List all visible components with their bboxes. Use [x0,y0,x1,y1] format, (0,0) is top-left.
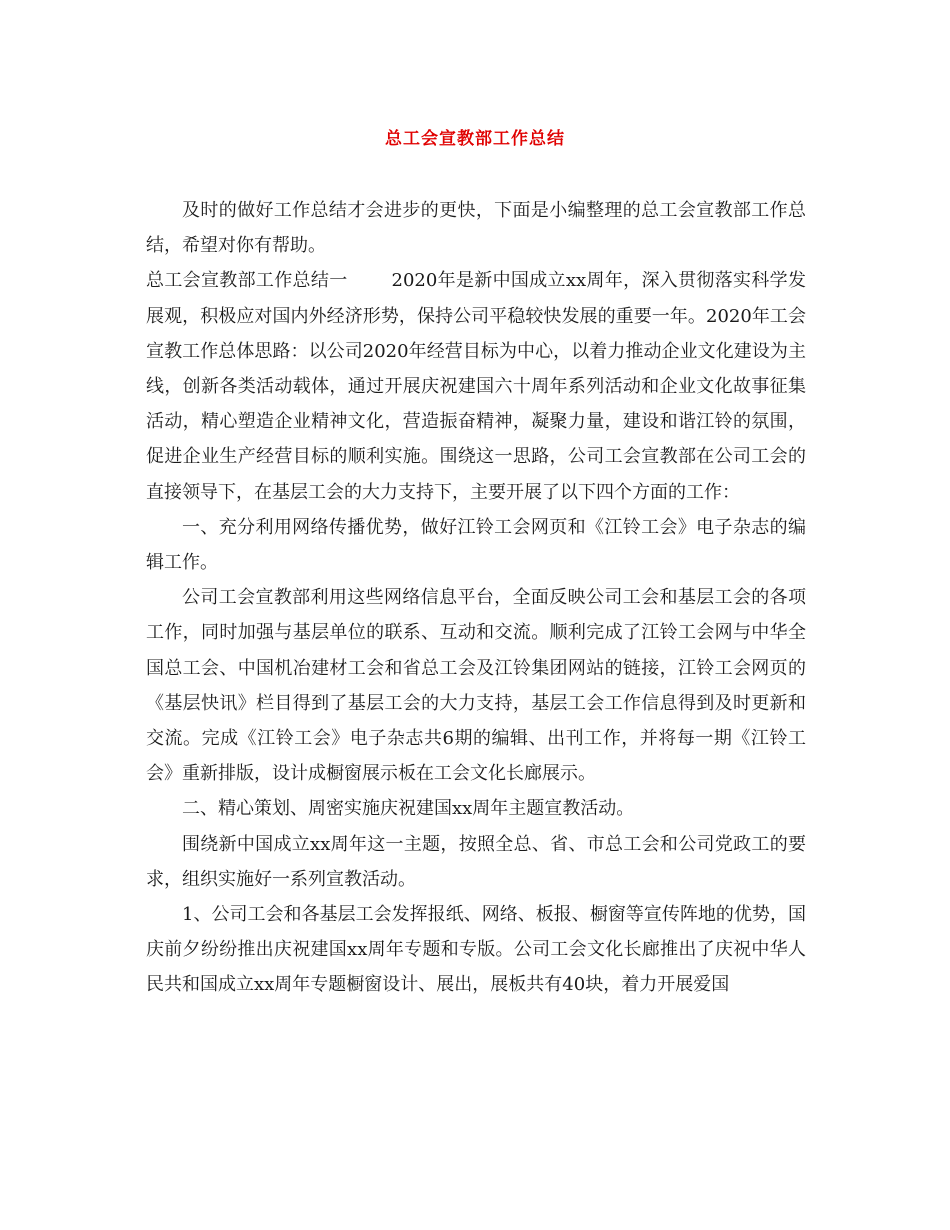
section-one-paragraph [146,263,806,509]
item-one-heading: 一、充分利用网络传播优势，做好江铃工会网页和《江铃工会》电子杂志的编辑工作。 [146,516,806,574]
document-body [146,193,806,1003]
item-two-point-one: 1、公司工会和各基层工会发挥报纸、网络、板报、橱窗等宣传阵地的优势，国庆前夕纷纷推出庆祝建国xx周年专题和专版。公司工会文化长廊推出了庆祝中华人民共和国成立xx周年专题橱窗设计、展出，展板共有40块，着力开展爱国 [146,904,806,996]
section-one-body: 2020年是新中国成立xx周年，深入贯彻落实科学发展观，积极应对国内外经济形势，保持公司平稳较快发展的重要一年。2020年工会宣教工作总体思路：以公司2020年经营目标为中心，以着力推动企业文化建设为主线，创新各类活动载体，通过开展庆祝建国六十周年系列活动和企业文化故事征集活动，精心塑造企业精神文化，营造振奋精神，凝聚力量，建设和谐江铃的氛围，促进企业生产经营目标的顺利实施。围绕这一思路，公司工会宣教部在公司工会的直接领导下，在基层工会的大力支持下，主要开展了以下四个方面的工作： [146,270,807,503]
document-title: 总工会宣教部工作总结 [385,129,565,149]
section-one-heading: 总工会宣教部工作总结一 [146,270,348,292]
item-one-paragraph: 公司工会宣教部利用这些网络信息平台，全面反映公司工会和基层工会的各项工作，同时加强与基层单位的联系、互动和交流。顺利完成了江铃工会网与中华全国总工会、中国机冶建材工会和省总工会及江铃集团网站的链接，江铃工会网页的《基层快讯》栏目得到了基层工会的大力支持，基层工会工作信息得到及时更新和交流。完成《江铃工会》电子杂志共6期的编辑、出刊工作，并将每一期《江铃工会》重新排版，设计成橱窗展示板在工会文化长廊展示。 [146,587,806,785]
intro-paragraph: 及时的做好工作总结才会进步的更快，下面是小编整理的总工会宣教部工作总结，希望对你有帮助。 [146,200,806,257]
item-two-heading: 二、精心策划、周密实施庆祝建国xx周年主题宣教活动。 [182,798,635,820]
item-two-paragraph: 围绕新中国成立xx周年这一主题，按照全总、省、市总工会和公司党政工的要求，组织实施好一系列宣教活动。 [146,833,806,890]
